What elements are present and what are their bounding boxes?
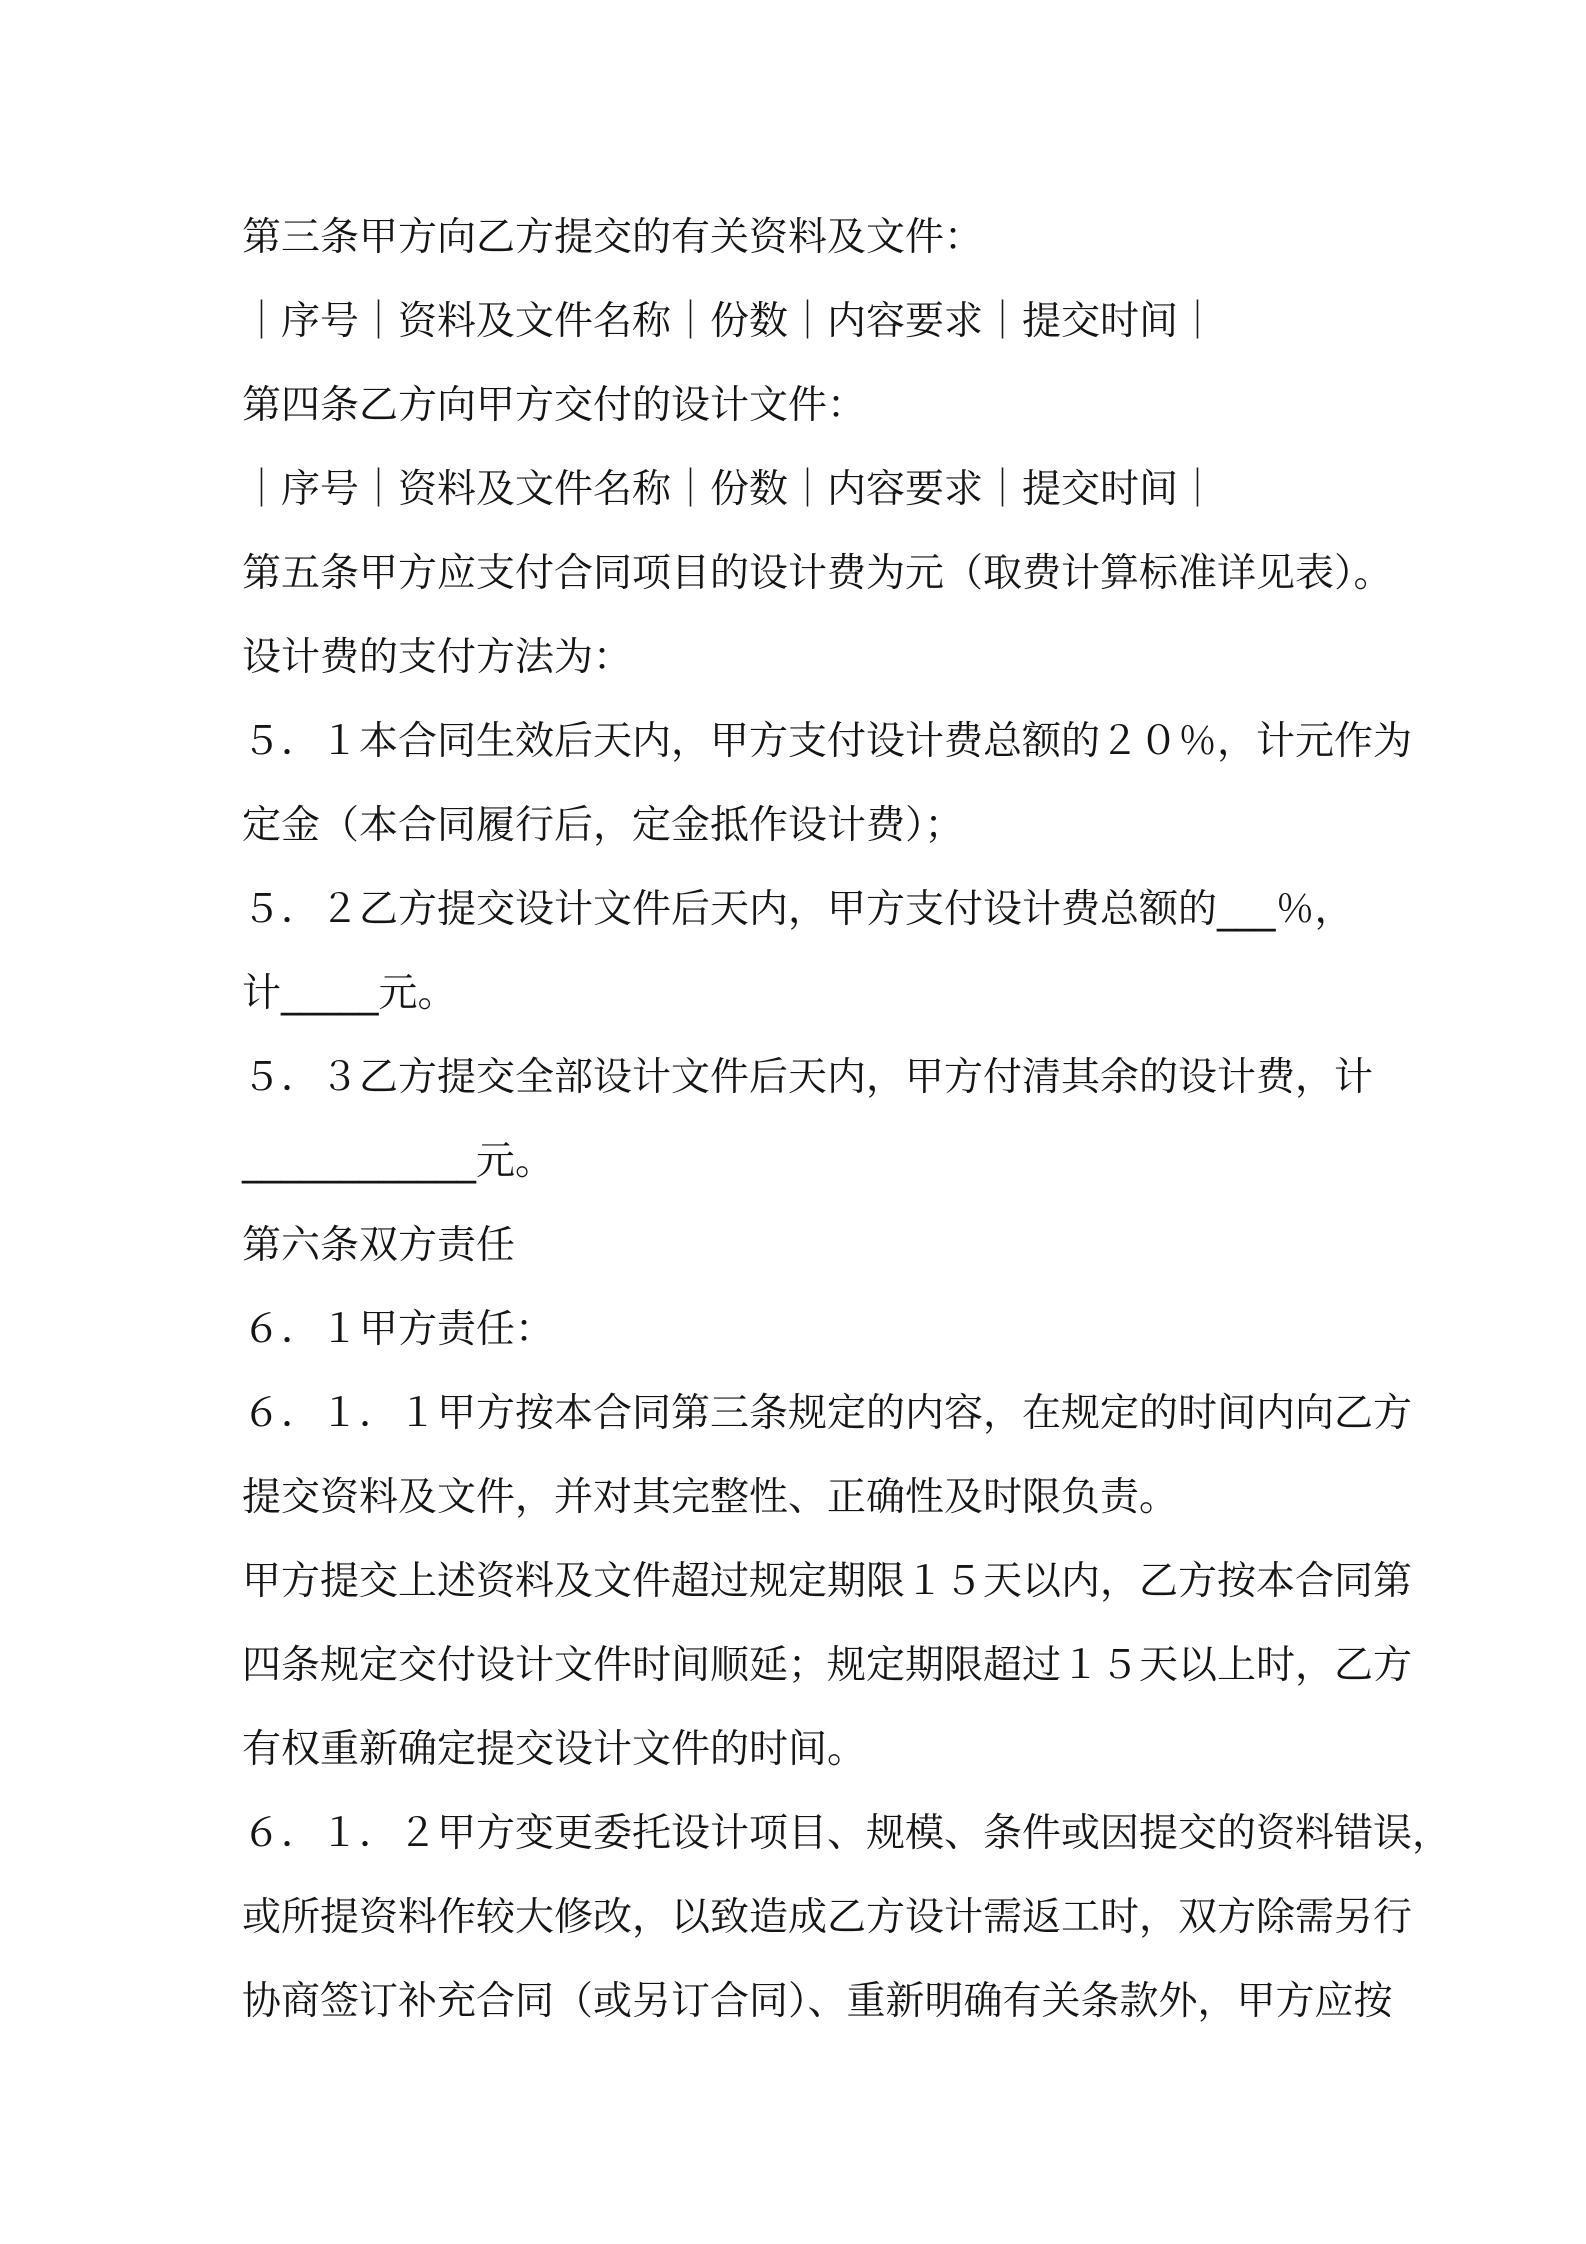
clause-6-1-heading: ６．１甲方责任： bbox=[242, 1307, 555, 1352]
clause-6-1-1-line-1: ６．１．１甲方按本合同第三条规定的内容，在规定的时间内向乙方 bbox=[242, 1391, 1413, 1436]
paragraph-line-2: 四条规定交付设计文件时间顺延；规定期限超过１５天以上时，乙方 bbox=[242, 1643, 1413, 1688]
paragraph-line-1: 甲方提交上述资料及文件超过规定期限１５天以内，乙方按本合同第 bbox=[242, 1559, 1413, 1604]
article-6-heading: 第六条双方责任 bbox=[242, 1223, 516, 1268]
document-body bbox=[242, 196, 1452, 2044]
paragraph-line-3: 有权重新确定提交设计文件的时间。 bbox=[242, 1727, 867, 1772]
article-3-heading: 第三条甲方向乙方提交的有关资料及文件： bbox=[242, 215, 984, 260]
article-4-heading: 第四条乙方向甲方交付的设计文件： bbox=[242, 383, 867, 428]
clause-6-1-2-line-1: ６．１．２甲方变更委托设计项目、规模、条件或因提交的资料错误， bbox=[242, 1811, 1452, 1856]
article-5-heading: 第五条甲方应支付合同项目的设计费为元（取费计算标准详见表）。 bbox=[242, 551, 1393, 596]
clause-5-2-line-1: ５．２乙方提交设计文件后天内，甲方支付设计费总额的___％， bbox=[242, 887, 1354, 932]
clause-6-1-2-line-3: 协商签订补充合同（或另订合同）、重新明确有关条款外，甲方应按 bbox=[242, 1979, 1393, 2024]
article-4-table-header: ｜序号｜资料及文件名称｜份数｜内容要求｜提交时间｜ bbox=[242, 467, 1218, 512]
article-3-table-header: ｜序号｜资料及文件名称｜份数｜内容要求｜提交时间｜ bbox=[242, 299, 1218, 344]
clause-5-1-line-2: 定金（本合同履行后，定金抵作设计费）； bbox=[242, 803, 964, 848]
clause-5-3-line-2: ____________元。 bbox=[242, 1139, 555, 1184]
clause-6-1-1-line-2: 提交资料及文件，并对其完整性、正确性及时限负责。 bbox=[242, 1475, 1179, 1520]
clause-6-1-2-line-2: 或所提资料作较大修改，以致造成乙方设计需返工时，双方除需另行 bbox=[242, 1895, 1413, 1940]
clause-5-3-line-1: ５．３乙方提交全部设计文件后天内，甲方付清其余的设计费，计 bbox=[242, 1055, 1374, 1100]
payment-method-label: 设计费的支付方法为： bbox=[242, 635, 633, 680]
clause-5-1-line-1: ５．１本合同生效后天内，甲方支付设计费总额的２０％，计元作为 bbox=[242, 719, 1413, 764]
clause-5-2-line-2: 计_____元。 bbox=[242, 971, 457, 1016]
